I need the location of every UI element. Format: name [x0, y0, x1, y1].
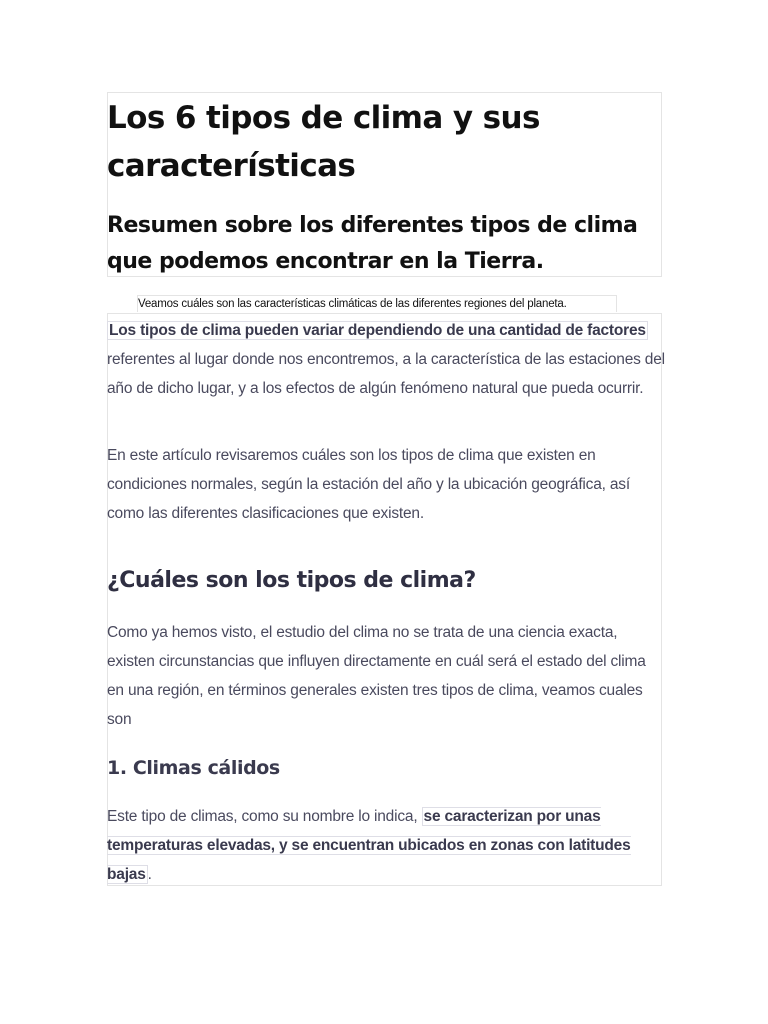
paragraph-2: En este artículo revisaremos cuáles son los tipos de clima que existen en condiciones normales, según la estación del año y la ubicación geográfica, así como las diferentes clasificaciones que existen. [107, 447, 630, 522]
climas-calidos-lead: Este tipo de climas, como su nombre lo indica, [107, 808, 422, 825]
image-caption: Veamos cuáles son las características climáticas de las diferentes regiones del planeta. [137, 295, 617, 312]
subheading-climas-calidos: 1. Climas cálidos [107, 757, 280, 779]
climas-calidos-end: . [147, 866, 152, 883]
intro-highlight: Los tipos de clima pueden variar dependiendo de una cantidad de factores [109, 322, 646, 339]
intro-paragraph [107, 316, 665, 403]
climas-calidos-highlight: se caracterizan por unas temperaturas elevadas, y se encuentran ubicados en zonas con latitudes bajas [107, 808, 631, 883]
section-heading: ¿Cuáles son los tipos de clima? [107, 568, 476, 593]
intro-text: referentes al lugar donde nos encontremos, a la característica de las estaciones del año de dicho lugar, y a los efectos de algún fenómeno natural que pueda ocurrir. [107, 351, 665, 397]
page-title: Los 6 tipos de clima y sus características [107, 100, 540, 184]
climas-calidos-paragraph [107, 802, 665, 889]
section-paragraph: Como ya hemos visto, el estudio del clima no se trata de una ciencia exacta, existen circunstancias que influyen directamente en cuál será el estado del clima en una región, en términos generales existen tres tipos de clima, veamos cuales son [107, 624, 646, 728]
page-subtitle: Resumen sobre los diferentes tipos de clima que podemos encontrar en la Tierra. [107, 213, 638, 274]
